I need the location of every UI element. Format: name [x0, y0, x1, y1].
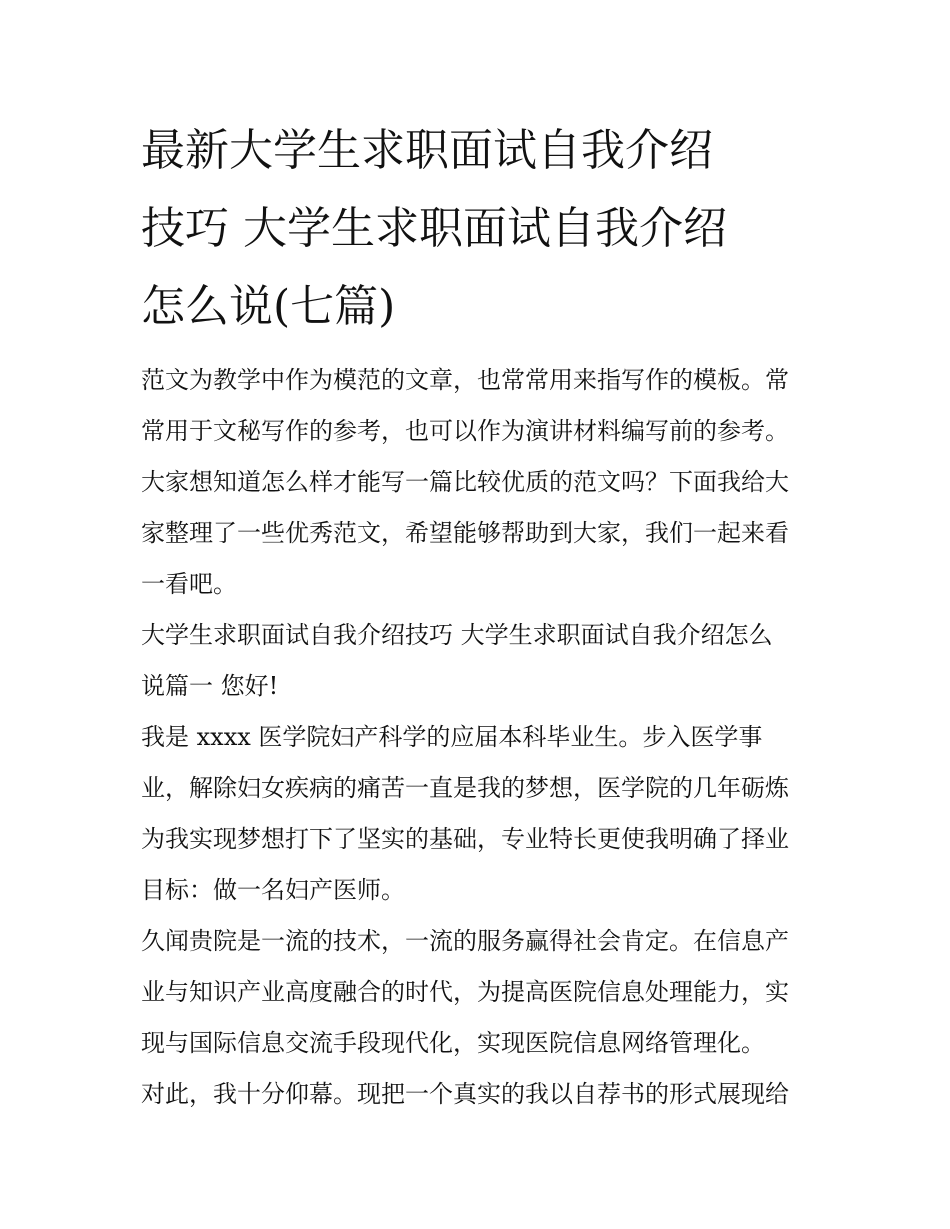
body-line: 目标：做一名妇产医师。 — [141, 876, 405, 904]
title-line: 技巧 大学生求职面试自我介绍 — [141, 203, 727, 254]
body-line: 久闻贵院是一流的技术，一流的服务赢得社会肯定。在信息产 — [141, 927, 789, 955]
document-body — [141, 355, 821, 1120]
body-line: 家整理了一些优秀范文，希望能够帮助到大家，我们一起来看 — [141, 519, 789, 547]
body-line: 业，解除妇女疾病的痛苦一直是我的梦想，医学院的几年砺炼 — [141, 774, 789, 802]
body-line: 常用于文秘写作的参考，也可以作为演讲材料编写前的参考。 — [141, 417, 789, 445]
title-line: 怎么说(七篇) — [141, 281, 396, 332]
body-line: 业与知识产业高度融合的时代，为提高医院信息处理能力，实 — [141, 978, 789, 1006]
body-line: 对此，我十分仰幕。现把一个真实的我以自荐书的形式展现给 — [141, 1080, 789, 1108]
body-line: 为我实现梦想打下了坚实的基础，专业特长更使我明确了择业 — [141, 825, 789, 853]
title-line: 最新大学生求职面试自我介绍 — [141, 125, 713, 176]
body-line: 现与国际信息交流手段现代化，实现医院信息网络管理化。 — [141, 1029, 765, 1057]
body-line: 一看吧。 — [141, 570, 237, 598]
body-line: 我是 xxxx 医学院妇产科学的应届本科毕业生。步入医学事 — [141, 723, 763, 751]
body-line: 说篇一 您好! — [141, 672, 279, 700]
body-line: 大学生求职面试自我介绍技巧 大学生求职面试自我介绍怎么 — [141, 621, 773, 649]
body-line: 范文为教学中作为模范的文章，也常常用来指写作的模板。常 — [141, 366, 789, 394]
body-line: 大家想知道怎么样才能写一篇比较优质的范文吗？下面我给大 — [141, 468, 789, 496]
document-title — [141, 112, 821, 346]
